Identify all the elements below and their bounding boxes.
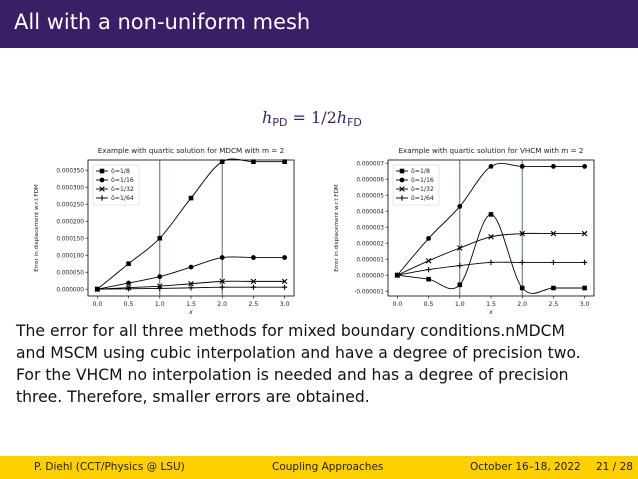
data-point bbox=[189, 265, 194, 270]
data-point bbox=[251, 159, 256, 164]
y-tick-label: 0.000050 bbox=[56, 270, 84, 277]
data-point bbox=[582, 164, 587, 169]
x-tick-label: 0.5 bbox=[123, 301, 134, 308]
body-line: and MSCM using cubic interpolation and have a degree of precision two. bbox=[16, 344, 581, 362]
footer-bar bbox=[0, 456, 638, 479]
x-tick-label: 0.0 bbox=[92, 301, 103, 308]
footer-author: P. Diehl (CCT/Physics @ LSU) bbox=[34, 461, 185, 473]
y-tick-label: 0.000005 bbox=[356, 193, 384, 200]
legend-label: δ=1/64 bbox=[111, 195, 134, 203]
formula-lhs-var: h bbox=[262, 108, 273, 127]
title-bar bbox=[0, 0, 638, 48]
data-point bbox=[488, 260, 493, 265]
body-text bbox=[16, 320, 626, 408]
legend-marker bbox=[400, 169, 405, 174]
legend-label: δ=1/64 bbox=[411, 195, 434, 203]
data-point bbox=[426, 258, 431, 263]
data-point bbox=[551, 286, 556, 291]
x-tick-label: 2.5 bbox=[548, 301, 559, 308]
chart-title: Example with quartic solution for MDCM with m = 2 bbox=[97, 146, 285, 155]
data-point bbox=[582, 260, 587, 265]
slide-title: All with a non-uniform mesh bbox=[14, 10, 311, 34]
footer-talk: Coupling Approaches bbox=[272, 461, 384, 473]
legend-marker bbox=[400, 178, 405, 183]
legend-marker bbox=[100, 169, 105, 174]
y-tick-label: 0.000002 bbox=[356, 241, 384, 248]
data-point bbox=[489, 212, 494, 217]
chart-title: Example with quartic solution for VHCM with m = 2 bbox=[398, 146, 584, 155]
data-point bbox=[126, 281, 131, 286]
x-axis-label: x bbox=[489, 309, 493, 316]
legend-marker bbox=[100, 178, 105, 183]
data-point bbox=[126, 286, 131, 291]
data-point bbox=[426, 236, 431, 241]
data-point bbox=[426, 267, 431, 272]
data-point bbox=[220, 255, 225, 260]
footer-date: October 16–18, 2022 bbox=[470, 461, 581, 473]
data-point bbox=[282, 255, 287, 260]
legend-label: δ=1/32 bbox=[411, 186, 434, 194]
data-point bbox=[282, 159, 287, 164]
mdcm-chart bbox=[30, 140, 302, 320]
data-point bbox=[126, 261, 131, 266]
data-point bbox=[520, 286, 525, 291]
formula-frac: 1/2 bbox=[311, 108, 337, 127]
y-tick-label: 0.000250 bbox=[56, 202, 84, 209]
formula-rhs-sub: FD bbox=[347, 116, 362, 129]
vhcm-chart bbox=[330, 140, 602, 320]
x-tick-label: 3.0 bbox=[279, 301, 290, 308]
x-tick-label: 0.0 bbox=[392, 301, 403, 308]
series-square bbox=[395, 212, 587, 293]
data-point bbox=[220, 159, 225, 164]
data-point bbox=[551, 164, 556, 169]
legend-label: δ=1/8 bbox=[111, 168, 130, 176]
data-point bbox=[157, 236, 162, 241]
data-point bbox=[251, 285, 256, 290]
footer-page: 21 / 28 bbox=[596, 461, 633, 473]
data-point bbox=[251, 255, 256, 260]
legend-label: δ=1/16 bbox=[111, 177, 134, 185]
legend-label: δ=1/32 bbox=[111, 186, 134, 194]
x-tick-label: 0.5 bbox=[423, 301, 434, 308]
y-tick-label: -0.000001 bbox=[354, 289, 384, 296]
legend-label: δ=1/8 bbox=[411, 168, 430, 176]
series-line bbox=[397, 233, 584, 275]
x-tick-label: 1.0 bbox=[454, 301, 465, 308]
body-line: For the VHCM no interpolation is needed and has a degree of precision bbox=[16, 366, 569, 384]
data-point bbox=[457, 204, 462, 209]
x-tick-label: 3.0 bbox=[579, 301, 590, 308]
x-tick-label: 2.0 bbox=[217, 301, 228, 308]
data-point bbox=[189, 196, 194, 201]
y-tick-label: 0.000001 bbox=[356, 257, 384, 264]
data-point bbox=[220, 285, 225, 290]
legend-label: δ=1/16 bbox=[411, 177, 434, 185]
formula bbox=[262, 108, 362, 127]
body-line: three. Therefore, smaller errors are obtained. bbox=[16, 388, 370, 406]
x-tick-label: 1.5 bbox=[486, 301, 496, 308]
series-plus bbox=[395, 260, 587, 278]
y-tick-label: 0.000006 bbox=[356, 177, 384, 184]
formula-lhs-sub: PD bbox=[272, 116, 288, 129]
body-line: The error for all three methods for mixed boundary conditions.nMDCM bbox=[16, 322, 565, 340]
data-point bbox=[426, 277, 431, 282]
formula-rhs-var: h bbox=[336, 108, 348, 127]
y-tick-label: 0.000150 bbox=[56, 236, 84, 243]
x-tick-label: 1.5 bbox=[186, 301, 196, 308]
data-point bbox=[457, 283, 462, 288]
y-tick-label: 0.000200 bbox=[56, 219, 84, 226]
y-tick-label: 0.000003 bbox=[356, 225, 384, 232]
series-line bbox=[397, 214, 584, 293]
x-tick-label: 1.0 bbox=[154, 301, 165, 308]
data-point bbox=[457, 263, 462, 268]
y-axis-label: Error in displacement w.r.t FDM bbox=[334, 184, 340, 272]
y-tick-label: 0.000000 bbox=[56, 287, 84, 294]
y-tick-label: 0.000004 bbox=[356, 209, 384, 216]
y-tick-label: 0.000007 bbox=[356, 161, 384, 168]
data-point bbox=[157, 274, 162, 279]
formula-eq: = bbox=[292, 108, 306, 127]
y-tick-label: 0.000100 bbox=[56, 253, 84, 260]
x-tick-label: 2.0 bbox=[517, 301, 528, 308]
data-point bbox=[520, 164, 525, 169]
data-point bbox=[489, 164, 494, 169]
data-point bbox=[582, 286, 587, 291]
y-tick-label: 0.000000 bbox=[356, 273, 384, 280]
data-point bbox=[282, 285, 287, 290]
data-point bbox=[551, 260, 556, 265]
x-tick-label: 2.5 bbox=[248, 301, 259, 308]
y-axis-label: Error in displacement w.r.t FDM bbox=[34, 184, 40, 272]
x-axis-label: x bbox=[189, 309, 193, 316]
data-point bbox=[520, 260, 525, 265]
y-tick-label: 0.000350 bbox=[56, 168, 84, 175]
y-tick-label: 0.000300 bbox=[56, 185, 84, 192]
